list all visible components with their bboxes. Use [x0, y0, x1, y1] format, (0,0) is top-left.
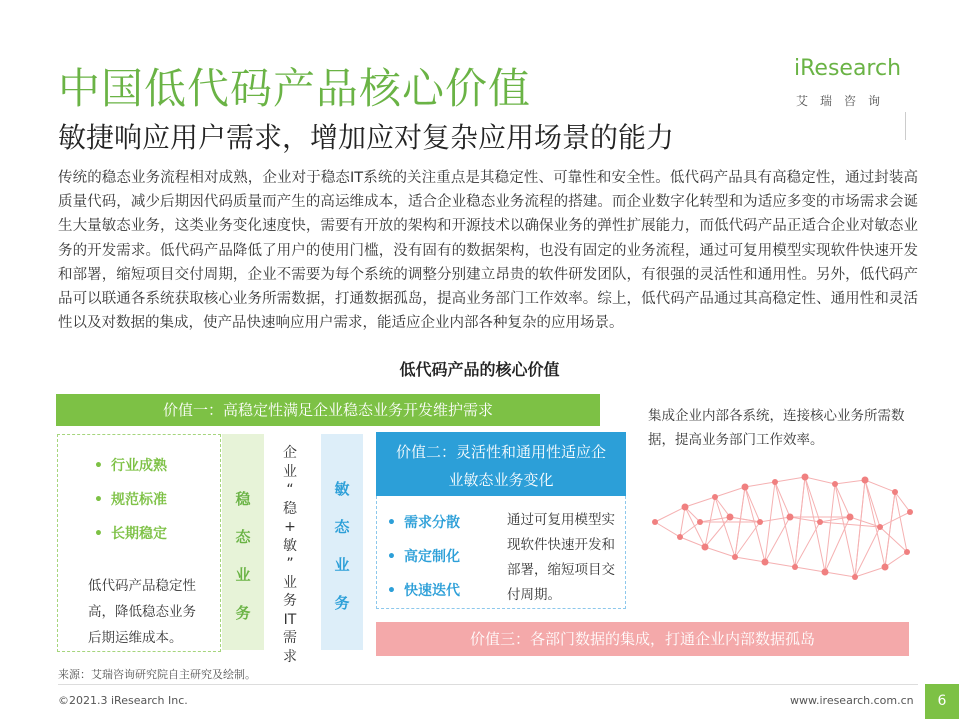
integration-description: 集成企业内部各系统，连接核心业务所需数据，提高业务部门工作效率。	[648, 408, 905, 448]
value1-bar: 价值一：高稳定性满足企业稳态业务开发维护需求	[56, 394, 600, 426]
website-link[interactable]: www.iresearch.com.cn	[790, 694, 914, 707]
logo-text: iResearch	[794, 56, 902, 81]
source-note: 来源：艾瑞咨询研究院自主研究及绘制。	[58, 668, 256, 681]
left-item: • 长期稳定	[94, 526, 167, 542]
diagram-title: 低代码产品的核心价值	[399, 360, 560, 379]
footer-divider	[58, 684, 918, 685]
agile-features-box	[376, 496, 626, 609]
steady-business-label: 稳 态 业 务	[222, 434, 264, 650]
value2-header: 价值二：灵活性和通用性适应企 业敏态业务变化	[376, 432, 626, 496]
blue-item: • 需求分散	[387, 515, 460, 531]
left-item: • 行业成熟	[94, 458, 167, 474]
divider	[905, 112, 906, 140]
it-demand-label: 企 业 “ 稳 + 敏 ” 业 务 IT 需 求	[283, 445, 297, 665]
body-paragraph: 传统的稳态业务流程相对成熟，企业对于稳态IT系统的关注重点是其稳定性、可靠性和安全性。低代码产品具有高稳定性，通过封装高质量代码，减少后期因代码质量而产生的高运维成本，适合企业稳态业务流程的搭建。而企业数字化转型和为适应多变的市场需求会诞生大量敏态业务，这类业务变化速度快，需要有开放的架构和开源技术以确保业务的弹性扩展能力，而低代码产品正适合企业对敏态业务的开发需求。低代码产品降低了用户的使用门槛，没有固有的数据架构，也没有固定的业务流程，通过可复用模型实现软件快速开发和部署，缩短项目交付周期，企业不需要为每个系统的调整分别建立昂贵的软件研发团队，有很强的灵活性和通用性。另外，低代码产品可以联通各系统获取核心业务所需数据，打通数据孤岛，提高业务部门工作效率。综上，低代码产品通过其高稳定性、通用性和灵活性以及对数据的集成，使产品快速响应用户需求，能适应企业内部各种复杂的应用场景。	[58, 170, 918, 332]
agile-business-label: 敏 态 业 务	[321, 434, 363, 650]
blue-item: • 快速迭代	[387, 583, 460, 599]
page-number: 6	[925, 684, 959, 719]
blue-description: 通过可复用模型实现软件快速开发和部署，缩短项目交付周期。	[507, 512, 615, 603]
page-subtitle: 敏捷响应用户需求，增加应对复杂应用场景的能力	[58, 121, 675, 154]
left-item: • 规范标准	[94, 492, 167, 508]
page-title: 中国低代码产品核心价值	[58, 64, 532, 113]
copyright: ©2021.3 iResearch Inc.	[58, 694, 188, 707]
value3-bar: 价值三：各部门数据的集成，打通企业内部数据孤岛	[376, 622, 909, 656]
left-description: 低代码产品稳定性高，降低稳态业务后期运维成本。	[88, 578, 196, 646]
steady-features-box	[57, 434, 221, 652]
logo-cn: 艾瑞咨询	[796, 94, 893, 108]
blue-item: • 高定制化	[387, 549, 460, 565]
data-network-illustration	[645, 462, 920, 597]
iresearch-logo	[790, 48, 920, 118]
